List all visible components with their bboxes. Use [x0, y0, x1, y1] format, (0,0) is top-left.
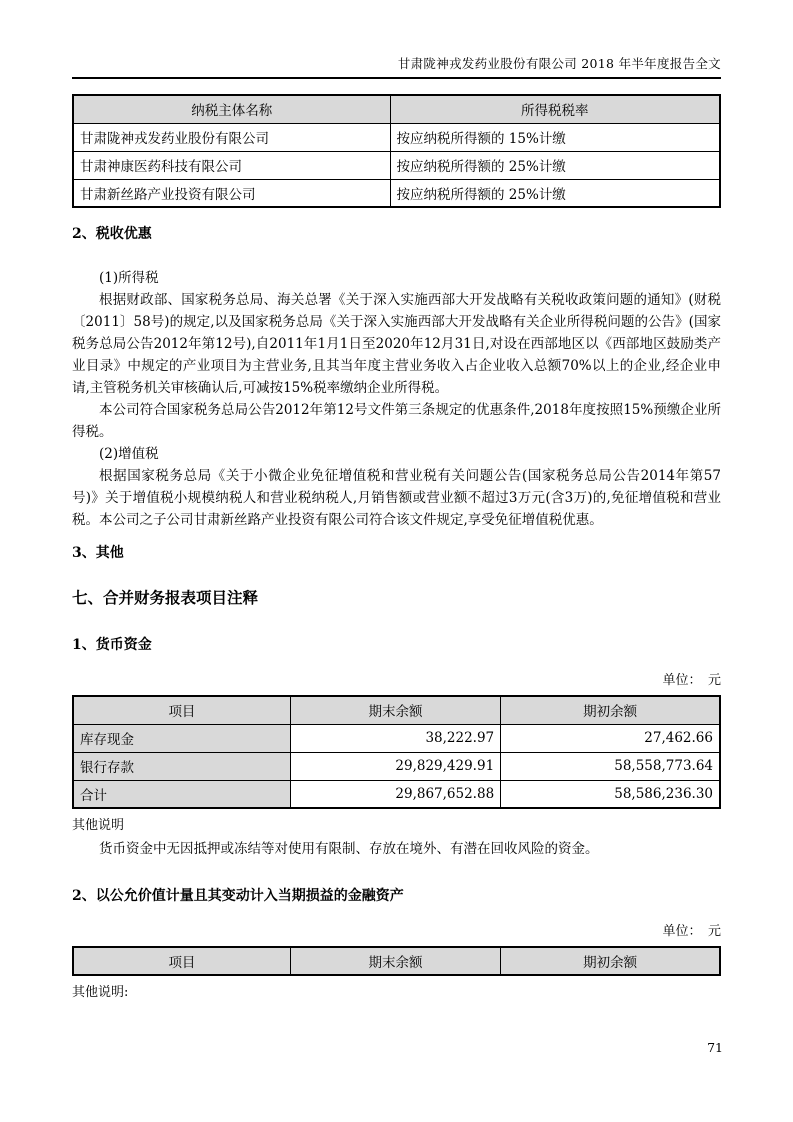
table-row: [73, 780, 720, 808]
cash-item-name: 库存现金: [73, 724, 290, 752]
unit-label: 单位： 元: [662, 924, 721, 939]
paragraph-vat-policy: 根据国家税务总局《关于小微企业免征增值税和营业税有关问题公告(国家税务总局公告2014年第57号)》关于增值税小规模纳税人和营业税纳税人,月销售额或营业额不超过3万元(含3万)的,免征增值税和营业税。本公司之子公司甘肃新丝路产业投资有限公司符合该文件规定,享受免征增值税优惠。: [72, 468, 721, 528]
paragraph-income-tax-company: 本公司符合国家税务总局公告2012年第12号文件第三条规定的优惠条件,2018年度按照15%预缴企业所得税。: [72, 402, 721, 440]
table-header-row: [73, 947, 720, 975]
fair-value-assets-table: [72, 946, 721, 976]
heading-fair-value-assets: 2、以公允价值计量且其变动计入当期损益的金融资产: [72, 888, 404, 904]
table-row: [73, 179, 720, 207]
tax-rate-table: [72, 94, 721, 208]
cash-beginning-balance: 58,558,773.64: [501, 752, 720, 780]
tax-rate-value: 按应纳税所得额的 25%计缴: [390, 179, 720, 207]
document-title: 甘肃陇神戎发药业股份有限公司 2018 年半年度报告全文: [397, 56, 721, 71]
heading-other: 3、其他: [72, 545, 124, 561]
tax-entity-name: 甘肃神康医药科技有限公司: [73, 151, 390, 179]
table-row: [73, 151, 720, 179]
table-header-row: [73, 696, 720, 724]
tax-rate-value: 按应纳税所得额的 15%计缴: [390, 123, 720, 151]
cash-ending-balance: 38,222.97: [290, 724, 500, 752]
heading-consolidated-notes: 七、合并财务报表项目注释: [72, 588, 259, 607]
other-note-label: 其他说明: [72, 818, 125, 833]
subheading-income-tax: (1)所得税: [99, 270, 159, 286]
tax-table-header-entity: 纳税主体名称: [73, 95, 390, 123]
table-header-row: [73, 95, 720, 123]
fv-table-header-item: 项目: [73, 947, 290, 975]
other-note-label-2: 其他说明:: [72, 985, 129, 1000]
cash-table-header-ending: 期末余额: [290, 696, 500, 724]
table-row: [73, 724, 720, 752]
page-number: 71: [707, 1040, 723, 1055]
tax-entity-name: 甘肃新丝路产业投资有限公司: [73, 179, 390, 207]
tax-entity-name: 甘肃陇神戎发药业股份有限公司: [73, 123, 390, 151]
header-divider: [72, 77, 721, 79]
cash-beginning-balance: 27,462.66: [501, 724, 720, 752]
heading-tax-preference: 2、税收优惠: [72, 226, 152, 242]
cash-table-header-item: 项目: [73, 696, 290, 724]
subheading-vat: (2)增值税: [99, 446, 159, 462]
monetary-funds-table: [72, 695, 721, 809]
fv-table-header-beginning: 期初余额: [501, 947, 720, 975]
table-row: [73, 752, 720, 780]
table-row: [73, 123, 720, 151]
cash-beginning-balance: 58,586,236.30: [501, 780, 720, 808]
heading-monetary-funds: 1、货币资金: [72, 637, 152, 653]
fv-table-header-ending: 期末余额: [290, 947, 500, 975]
other-note-text: 货币资金中无因抵押或冻结等对使用有限制、存放在境外、有潜在回收风险的资金。: [99, 841, 599, 857]
cash-ending-balance: 29,829,429.91: [290, 752, 500, 780]
cash-table-header-beginning: 期初余额: [501, 696, 720, 724]
cash-ending-balance: 29,867,652.88: [290, 780, 500, 808]
tax-rate-value: 按应纳税所得额的 25%计缴: [390, 151, 720, 179]
tax-table-header-rate: 所得税税率: [390, 95, 720, 123]
cash-item-name: 银行存款: [73, 752, 290, 780]
unit-label: 单位： 元: [662, 673, 721, 688]
cash-item-name: 合计: [73, 780, 290, 808]
paragraph-income-tax-policy: 根据财政部、国家税务总局、海关总署《关于深入实施西部大开发战略有关税收政策问题的通知》(财税〔2011〕58号)的规定,以及国家税务总局《关于深入实施西部大开发战略有关企业所得税问题的公告》(国家税务总局公告2012年第12号),自2011年1月1日至2020年12月31日,对设在西部地区以《西部地区鼓励类产业目录》中规定的产业项目为主营业务,且其当年度主营业务收入占企业收入总额70%以上的企业,经企业申请,主管税务机关审核确认后,可减按15%税率缴纳企业所得税。: [72, 292, 721, 396]
running-head: [72, 0, 721, 72]
